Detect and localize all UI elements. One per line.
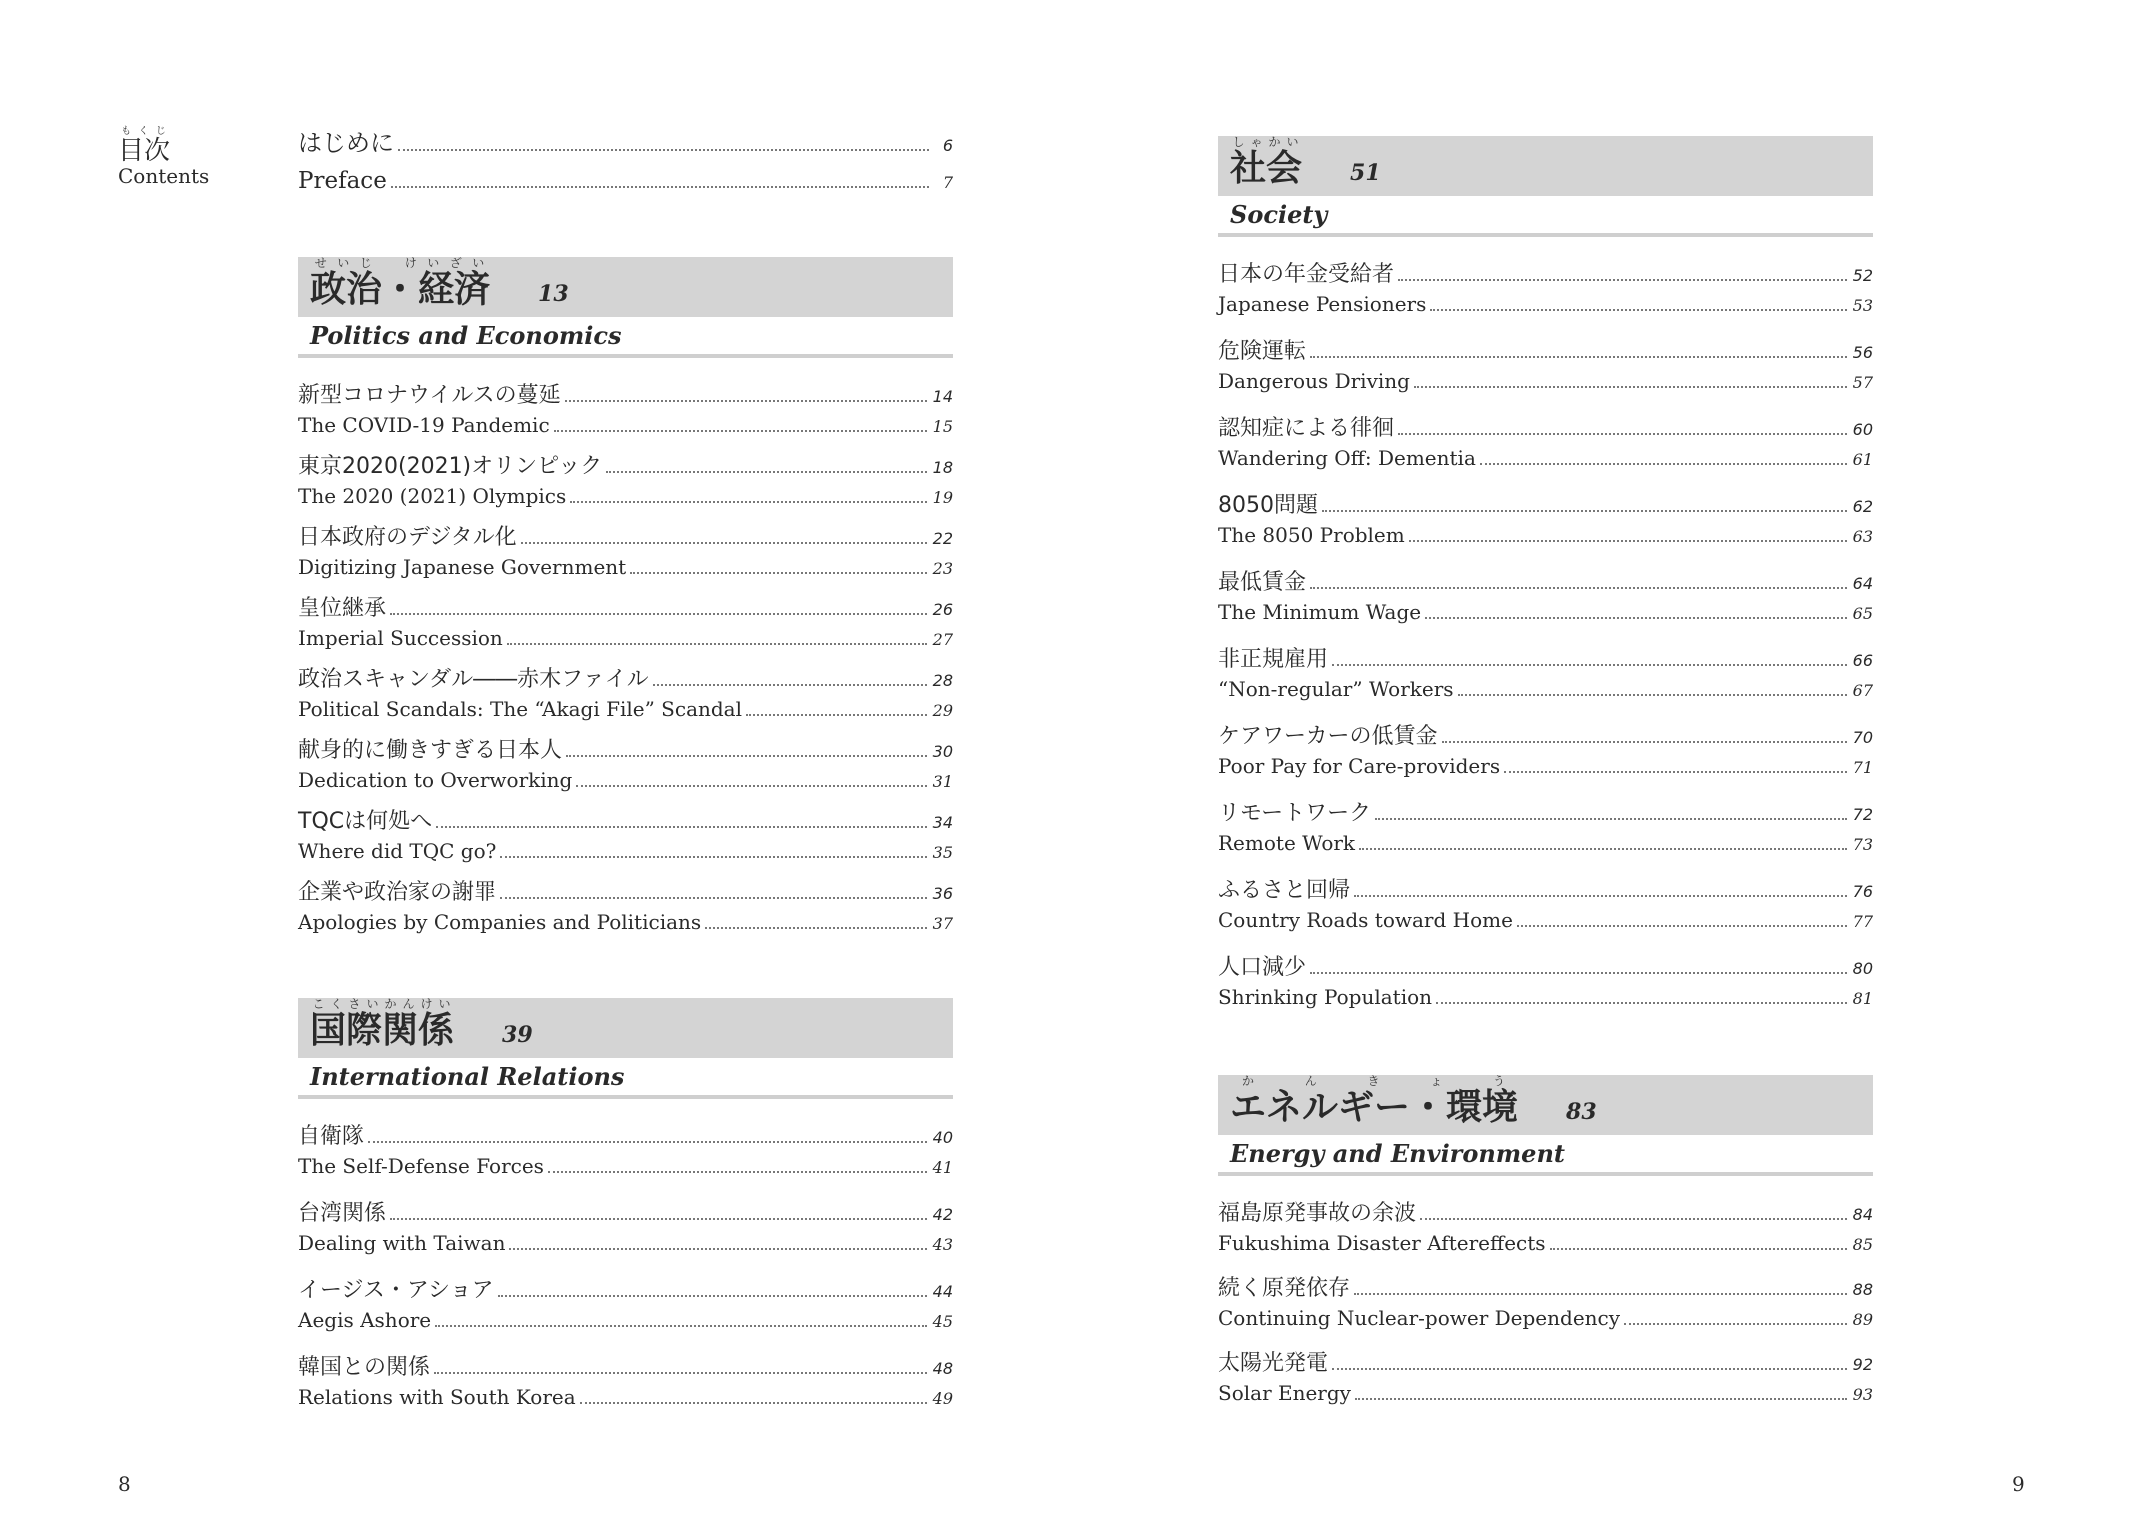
entry-page-number: 72	[1852, 805, 1873, 824]
toc-item	[298, 453, 953, 512]
entry-text: 献身的に働きすぎる日本人	[298, 738, 563, 763]
entry-text: Japanese Pensioners	[1218, 292, 1427, 316]
toc-entry-jp[interactable]	[298, 382, 953, 411]
toc-item	[298, 1277, 953, 1336]
entry-text: Solar Energy	[1218, 1381, 1351, 1405]
entry-page-number: 43	[932, 1235, 953, 1254]
toc-item	[1218, 261, 1873, 320]
section-item-list	[1218, 1200, 1873, 1409]
toc-entry-preface-en[interactable]: Preface 7	[298, 168, 953, 194]
entry-page-number: 76	[1852, 882, 1873, 901]
toc-entry-jp[interactable]	[298, 1123, 953, 1152]
dot-leader	[630, 572, 926, 574]
toc-item	[298, 1354, 953, 1413]
section-page-number: 51	[1350, 160, 1381, 186]
entry-text: Imperial Succession	[298, 626, 503, 650]
dot-leader	[548, 1171, 927, 1173]
section-header	[298, 998, 953, 1058]
toc-entry-jp[interactable]	[1218, 800, 1873, 829]
toc-entry-en[interactable]	[1218, 444, 1873, 474]
section-item-list	[1218, 261, 1873, 1013]
entry-page-number: 30	[932, 742, 953, 761]
toc-entry-en[interactable]	[298, 1229, 953, 1259]
entry-text: 日本政府のデジタル化	[298, 525, 517, 550]
entry-text: Dangerous Driving	[1218, 369, 1410, 393]
entry-text: Apologies by Companies and Politicians	[298, 910, 702, 934]
toc-entry-jp[interactable]	[298, 737, 953, 766]
toc-entry-jp[interactable]	[298, 1200, 953, 1229]
section-title-ruby: せいじ けいざい	[310, 256, 491, 270]
entry-text: イージス・アショア	[298, 1278, 494, 1303]
toc-entry-en[interactable]	[1218, 829, 1873, 859]
entry-page-number: 45	[932, 1312, 953, 1331]
entry-text: Continuing Nuclear-power Dependency	[1218, 1306, 1621, 1330]
section-title-text: 政治・経済	[310, 269, 491, 310]
entry-text: Where did TQC go?	[298, 839, 497, 863]
entry-text: 韓国との関係	[298, 1355, 431, 1380]
entry-page-number: 34	[932, 813, 953, 832]
entry-text: Remote Work	[1218, 831, 1356, 855]
dot-leader	[1310, 972, 1847, 974]
entry-page-number: 61	[1852, 450, 1873, 469]
section-title-ruby: かんきょう	[1230, 1074, 1519, 1088]
entry-text: Relations with South Korea	[298, 1385, 576, 1409]
toc-entry-en[interactable]	[1218, 1304, 1873, 1334]
entry-page-number: 37	[932, 914, 953, 933]
section-item-list	[298, 1123, 953, 1413]
dot-leader	[390, 613, 927, 615]
dot-leader	[1322, 510, 1847, 512]
section-title	[1230, 1074, 1518, 1135]
entry-text: Dedication to Overworking	[298, 768, 573, 792]
toc-entry-en[interactable]	[1218, 752, 1873, 782]
toc-entry-en[interactable]	[298, 411, 953, 441]
entry-page-number: 56	[1852, 343, 1873, 362]
dot-leader	[507, 643, 927, 645]
entry-page-number: 26	[932, 600, 953, 619]
entry-text: 最低賃金	[1218, 570, 1307, 595]
entry-page-number: 77	[1852, 912, 1873, 931]
section-title-text: 国際関係	[310, 1010, 455, 1051]
toc-entry-en[interactable]	[298, 1306, 953, 1336]
dot-leader	[705, 927, 926, 929]
section-title	[310, 997, 454, 1058]
dot-leader	[606, 471, 926, 473]
entry-text: 皇位継承	[298, 596, 387, 621]
dot-leader	[436, 826, 927, 828]
entry-page-number: 57	[1852, 373, 1873, 392]
toc-item	[1218, 569, 1873, 628]
dot-leader	[1355, 1398, 1847, 1400]
toc-entry-jp[interactable]	[1218, 1350, 1873, 1379]
dot-leader	[1354, 895, 1847, 897]
entry-text: リモートワーク	[1218, 801, 1372, 826]
dot-leader	[1375, 818, 1847, 820]
toc-item	[298, 1200, 953, 1259]
entry-text: Fukushima Disaster Aftereffects	[1218, 1231, 1546, 1255]
entry-text: Wandering Off: Dementia	[1218, 446, 1476, 470]
entry-text: The Minimum Wage	[1218, 600, 1422, 624]
entry-text: Country Roads toward Home	[1218, 908, 1513, 932]
dot-leader	[390, 1218, 927, 1220]
toc-entry-en[interactable]	[298, 766, 953, 796]
toc-item	[1218, 646, 1873, 705]
toc-entry-en[interactable]	[1218, 1379, 1873, 1409]
intro-list	[298, 126, 953, 201]
section-title	[1230, 135, 1302, 196]
entry-page-number: 67	[1852, 681, 1873, 700]
right-page-number: 9	[2012, 1472, 2025, 1496]
entry-text: “Non-regular” Workers	[1218, 677, 1454, 701]
toc-entry-jp[interactable]	[1218, 646, 1873, 675]
entry-page-number: 84	[1852, 1205, 1873, 1224]
section-title-text: 社会	[1230, 148, 1303, 189]
entry-page-number: 64	[1852, 574, 1873, 593]
entry-text: Aegis Ashore	[298, 1308, 432, 1332]
dot-leader	[1398, 433, 1847, 435]
entry-page-number: 23	[932, 559, 953, 578]
section-title	[310, 256, 490, 317]
dot-leader	[1430, 309, 1846, 311]
entry-page-number: 92	[1852, 1355, 1873, 1374]
toc-entry-en[interactable]	[1218, 598, 1873, 628]
toc-section	[1218, 136, 1873, 1013]
section-title-ruby: こくさいかんけい	[310, 997, 455, 1011]
entry-text: ケアワーカーの低賃金	[1218, 724, 1438, 749]
dot-leader	[1414, 386, 1847, 388]
entry-page-number: 62	[1852, 497, 1873, 516]
dot-leader	[570, 501, 926, 503]
section-header	[298, 257, 953, 317]
dot-leader	[1550, 1248, 1847, 1250]
toc-item	[1218, 723, 1873, 782]
entry-page-number: 85	[1852, 1235, 1873, 1254]
dot-leader	[1517, 925, 1847, 927]
entry-page-number: 29	[932, 701, 953, 720]
entry-page-number: 49	[932, 1389, 953, 1408]
dot-leader	[653, 684, 927, 686]
toc-entry-jp[interactable]	[298, 453, 953, 482]
left-page-number: 8	[118, 1472, 131, 1496]
toc-entry-en[interactable]	[298, 553, 953, 583]
section-title-text: エネルギー・環境	[1230, 1087, 1519, 1128]
entry-page-number: 44	[932, 1282, 953, 1301]
dot-leader	[368, 1141, 927, 1143]
entry-page-number: 71	[1852, 758, 1873, 777]
toc-entry-jp[interactable]	[298, 879, 953, 908]
toc-entry-en[interactable]	[298, 1383, 953, 1413]
right-sections	[1218, 136, 1873, 1409]
dot-leader	[500, 856, 926, 858]
section-page-number: 83	[1566, 1099, 1597, 1125]
entry-page-number: 52	[1852, 266, 1873, 285]
toc-entry-en[interactable]	[298, 695, 953, 725]
section-title-ruby: しゃかい	[1230, 135, 1303, 149]
toc-item	[1218, 415, 1873, 474]
entry-text: 非正規雇用	[1218, 647, 1329, 672]
entry-text: 福島原発事故の余波	[1218, 1201, 1417, 1226]
dot-leader	[1458, 694, 1847, 696]
entry-page-number: 31	[932, 772, 953, 791]
left-sections	[298, 257, 953, 1413]
left-toc-column	[298, 126, 953, 1431]
entry-page-number: 15	[932, 417, 953, 436]
entry-text: The Self-Defense Forces	[298, 1154, 544, 1178]
section-page-number: 13	[538, 281, 569, 307]
dot-leader	[580, 1402, 927, 1404]
entry-page-number: 42	[932, 1205, 953, 1224]
entry-page-number: 60	[1852, 420, 1873, 439]
entry-text: 自衛隊	[298, 1124, 365, 1149]
entry-page-number: 22	[932, 529, 953, 548]
entry-text: Poor Pay for Care-providers	[1218, 754, 1501, 778]
entry-text: 認知症による徘徊	[1218, 416, 1395, 441]
toc-entry-en[interactable]	[1218, 367, 1873, 397]
dot-leader	[500, 897, 927, 899]
toc-item	[298, 1123, 953, 1182]
entry-page-number: 28	[932, 671, 953, 690]
toc-entry-en[interactable]	[298, 908, 953, 938]
entry-text: 人口減少	[1218, 955, 1307, 980]
section-subtitle: Society	[1218, 196, 1873, 237]
toc-entry-jp[interactable]	[298, 1277, 953, 1306]
entry-page-number: 19	[932, 488, 953, 507]
entry-text: 台湾関係	[298, 1201, 387, 1226]
toc-entry-en[interactable]	[1218, 906, 1873, 936]
dot-leader	[1398, 279, 1847, 281]
entry-page-number: 14	[932, 387, 953, 406]
contents-label-jp: 目次もくじ	[118, 126, 171, 166]
entry-page-number: 93	[1852, 1385, 1873, 1404]
entry-text: The 8050 Problem	[1218, 523, 1405, 547]
entry-page-number: 65	[1852, 604, 1873, 623]
entry-page-number: 27	[932, 630, 953, 649]
entry-text: 太陽光発電	[1218, 1351, 1329, 1376]
entry-page-number: 53	[1852, 296, 1873, 315]
dot-leader	[435, 1325, 927, 1327]
toc-entry-jp[interactable]	[1218, 1200, 1873, 1229]
entry-page-number: 88	[1852, 1280, 1873, 1299]
section-subtitle: International Relations	[298, 1058, 953, 1099]
dot-leader	[1310, 356, 1847, 358]
entry-text: The COVID-19 Pandemic	[298, 413, 550, 437]
dot-leader	[1354, 1293, 1847, 1295]
toc-item	[1218, 1275, 1873, 1334]
dot-leader	[1480, 463, 1847, 465]
entry-page-number: 80	[1852, 959, 1873, 978]
toc-entry-jp[interactable]	[1218, 723, 1873, 752]
dot-leader	[1359, 848, 1847, 850]
entry-page-number: 89	[1852, 1310, 1873, 1329]
toc-item	[1218, 800, 1873, 859]
dot-leader	[1624, 1323, 1847, 1325]
dot-leader	[1409, 540, 1847, 542]
entry-page-number: 18	[932, 458, 953, 477]
toc-entry-en[interactable]	[1218, 521, 1873, 551]
dot-leader	[1332, 1368, 1847, 1370]
dot-leader	[509, 1248, 926, 1250]
entry-page-number: 48	[932, 1359, 953, 1378]
entry-text: 危険運転	[1218, 339, 1307, 364]
section-subtitle: Energy and Environment	[1218, 1135, 1873, 1176]
dot-leader	[1420, 1218, 1847, 1220]
toc-entry-jp[interactable]	[298, 524, 953, 553]
entry-page-number: 41	[932, 1158, 953, 1177]
toc-entry-preface-jp[interactable]: はじめに 6	[298, 129, 953, 157]
toc-entry-en[interactable]	[1218, 290, 1873, 320]
dot-leader	[1332, 664, 1847, 666]
toc-item	[298, 808, 953, 867]
right-toc-column	[1218, 136, 1873, 1425]
toc-entry-en[interactable]	[1218, 1229, 1873, 1259]
toc-entry-jp[interactable]	[1218, 569, 1873, 598]
section-header	[1218, 1075, 1873, 1135]
entry-text: 政治スキャンダル――赤木ファイル	[298, 667, 649, 692]
entry-page-number: 73	[1852, 835, 1873, 854]
toc-item	[1218, 877, 1873, 936]
toc-item	[298, 666, 953, 725]
section-page-number: 39	[502, 1022, 533, 1048]
dot-leader	[565, 400, 927, 402]
toc-section	[298, 998, 953, 1413]
section-header	[1218, 136, 1873, 196]
toc-item	[298, 524, 953, 583]
dot-leader	[1425, 617, 1847, 619]
entry-text: 企業や政治家の謝罪	[298, 880, 497, 905]
dot-leader	[434, 1372, 927, 1374]
entry-text: Political Scandals: The “Akagi File” Scandal	[298, 697, 743, 721]
entry-text: 8050問題	[1218, 493, 1318, 518]
toc-entry-jp[interactable]	[1218, 492, 1873, 521]
entry-text: 日本の年金受給者	[1218, 262, 1395, 287]
entry-page-number: 81	[1852, 989, 1873, 1008]
entry-text: The 2020 (2021) Olympics	[298, 484, 567, 508]
toc-item	[1218, 1350, 1873, 1409]
toc-entry-en[interactable]	[298, 482, 953, 512]
toc-entry-jp[interactable]	[298, 808, 953, 837]
dot-leader	[554, 430, 927, 432]
dot-leader	[746, 714, 927, 716]
toc-entry-jp[interactable]	[298, 595, 953, 624]
section-subtitle: Politics and Economics	[298, 317, 953, 358]
toc-entry-jp[interactable]	[298, 666, 953, 695]
dot-leader	[566, 755, 927, 757]
toc-entry-jp[interactable]	[1218, 415, 1873, 444]
toc-item	[1218, 1200, 1873, 1259]
toc-entry-jp[interactable]	[1218, 1275, 1873, 1304]
dot-leader	[576, 785, 926, 787]
entry-text: Digitizing Japanese Government	[298, 555, 627, 579]
entry-page-number: 70	[1852, 728, 1873, 747]
toc-entry-en[interactable]	[1218, 983, 1873, 1013]
dot-leader	[1436, 1002, 1847, 1004]
entry-page-number: 40	[932, 1128, 953, 1147]
entry-page-number: 66	[1852, 651, 1873, 670]
toc-entry-en[interactable]	[298, 1152, 953, 1182]
toc-item	[1218, 492, 1873, 551]
toc-section	[1218, 1075, 1873, 1409]
entry-text: 続く原発依存	[1218, 1276, 1351, 1301]
dot-leader	[1504, 771, 1847, 773]
entry-page-number: 36	[932, 884, 953, 903]
dot-leader	[1442, 741, 1847, 743]
contents-label-en: Contents	[118, 164, 210, 188]
toc-item	[298, 595, 953, 654]
dot-leader	[498, 1295, 927, 1297]
entry-page-number: 35	[932, 843, 953, 862]
toc-item	[1218, 338, 1873, 397]
entry-text: 新型コロナウイルスの蔓延	[298, 383, 561, 408]
entry-text: TQCは何処へ	[298, 809, 433, 834]
section-item-list	[298, 382, 953, 938]
toc-item	[298, 382, 953, 441]
entry-text: ふるさと回帰	[1218, 878, 1351, 903]
toc-entry-en[interactable]	[1218, 675, 1873, 705]
dot-leader	[521, 542, 927, 544]
entry-page-number: 63	[1852, 527, 1873, 546]
toc-section	[298, 257, 953, 938]
toc-item	[1218, 954, 1873, 1013]
toc-entry-en[interactable]	[298, 837, 953, 867]
entry-text: Dealing with Taiwan	[298, 1231, 506, 1255]
toc-entry-jp[interactable]	[1218, 261, 1873, 290]
toc-entry-jp[interactable]	[1218, 338, 1873, 367]
entry-text: Shrinking Population	[1218, 985, 1433, 1009]
toc-entry-jp[interactable]	[298, 1354, 953, 1383]
entry-text: 東京2020(2021)オリンピック	[298, 454, 603, 479]
toc-entry-jp[interactable]	[1218, 877, 1873, 906]
dot-leader	[1310, 587, 1847, 589]
toc-entry-en[interactable]	[298, 624, 953, 654]
toc-entry-jp[interactable]	[1218, 954, 1873, 983]
toc-item	[298, 879, 953, 938]
toc-item	[298, 737, 953, 796]
